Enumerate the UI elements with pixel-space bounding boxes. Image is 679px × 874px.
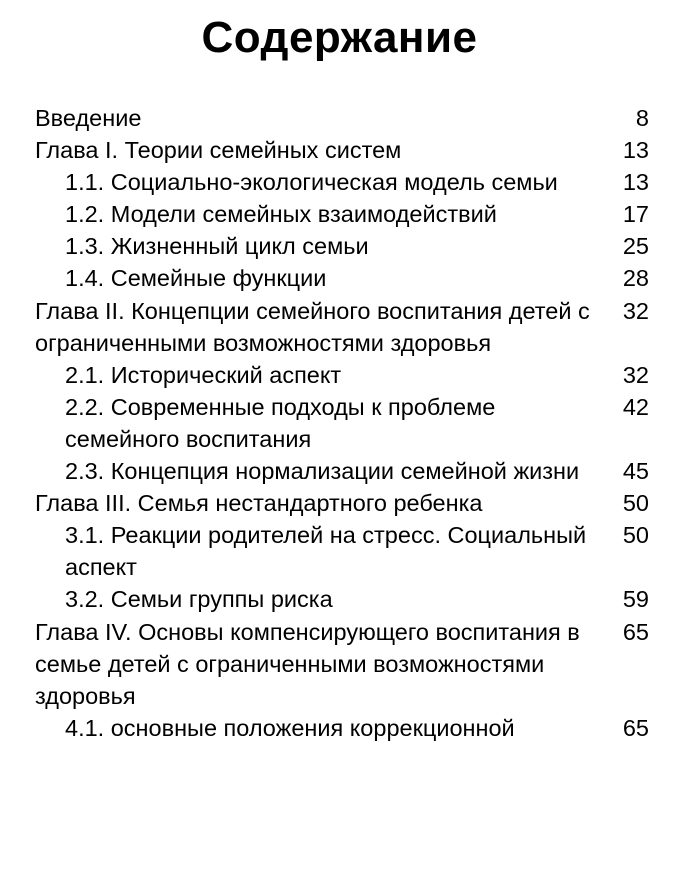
toc-entry-title: 1.3. Жизненный цикл семьи — [65, 233, 369, 260]
toc-entry-page-number: 45 — [622, 458, 649, 485]
toc-entry-title: 3.2. Семьи группы риска — [65, 586, 333, 613]
toc-entry-title: Глава II. Концепции семейного воспитания детей с ограниченными возможностями здоровья — [35, 297, 590, 356]
toc-entry-chapter-3[interactable] — [35, 487, 675, 519]
toc-entry-title: Глава I. Теории семейных систем — [35, 137, 402, 164]
toc-entry-chapter-2[interactable] — [35, 295, 675, 359]
toc-entry-section-1-1[interactable] — [35, 166, 675, 198]
toc-entry-title: 2.2. Современные подходы к проблеме семейного воспитания — [65, 393, 496, 452]
toc-entry-title: Введение — [35, 105, 142, 131]
toc-entry-page-number: 65 — [622, 714, 649, 741]
toc-entry-page-number: 32 — [622, 361, 649, 388]
toc-entry-page-number: 32 — [622, 297, 649, 324]
toc-entry-title: 2.1. Исторический аспект — [65, 361, 342, 388]
toc-entry-title: Глава IV. Основы компенсирующего воспитания в семье детей с ограниченными возможностями здоровья — [35, 618, 580, 709]
toc-entry-title: 1.4. Семейные функции — [65, 265, 327, 292]
toc-entry-section-3-2[interactable] — [35, 583, 675, 615]
toc-entry-page-number: 50 — [622, 490, 649, 517]
toc-entry-section-2-1[interactable] — [35, 359, 675, 391]
toc-entry-title: 1.1. Социально-экологическая модель семьи — [65, 169, 558, 196]
toc-entry-title: 1.2. Модели семейных взаимодействий — [65, 201, 497, 228]
page-title: Содержание — [201, 13, 478, 62]
toc-entry-page-number: 17 — [622, 201, 649, 228]
toc-entry-page-number: 13 — [622, 137, 649, 164]
toc-entry-section-2-2[interactable] — [35, 391, 675, 455]
toc-entry-section-4-1[interactable] — [35, 712, 675, 744]
toc-entry-section-1-4[interactable] — [35, 262, 675, 294]
toc-entry-title: Глава III. Семья нестандартного ребенка — [35, 490, 483, 517]
toc-entry-page-number: 13 — [622, 169, 649, 196]
toc-entry-page-number: 42 — [622, 393, 649, 420]
toc-entry-page-number: 28 — [622, 265, 649, 292]
toc-entry-title: 2.3. Концепция нормализации семейной жизни — [65, 458, 580, 485]
toc-entry-introduction[interactable] — [35, 102, 675, 134]
toc-entry-page-number: 59 — [622, 586, 649, 613]
toc-entry-section-1-2[interactable] — [35, 198, 675, 230]
toc-entry-chapter-1[interactable] — [35, 134, 675, 166]
toc-entry-section-3-1[interactable] — [35, 519, 675, 583]
toc-entry-title: 3.1. Реакции родителей на стресс. Социальный аспект — [65, 522, 587, 581]
toc-entry-page-number: 25 — [622, 233, 649, 260]
toc-entry-page-number: 65 — [622, 618, 649, 645]
toc-entry-title: 4.1. основные положения коррекционной — [65, 714, 515, 741]
toc-entry-page-number: 8 — [635, 105, 649, 131]
toc-entry-section-2-3[interactable] — [35, 455, 675, 487]
toc-entry-section-1-3[interactable] — [35, 230, 675, 262]
table-of-contents — [35, 102, 675, 744]
toc-entry-page-number: 50 — [622, 522, 649, 549]
toc-entry-chapter-4[interactable] — [35, 616, 675, 712]
